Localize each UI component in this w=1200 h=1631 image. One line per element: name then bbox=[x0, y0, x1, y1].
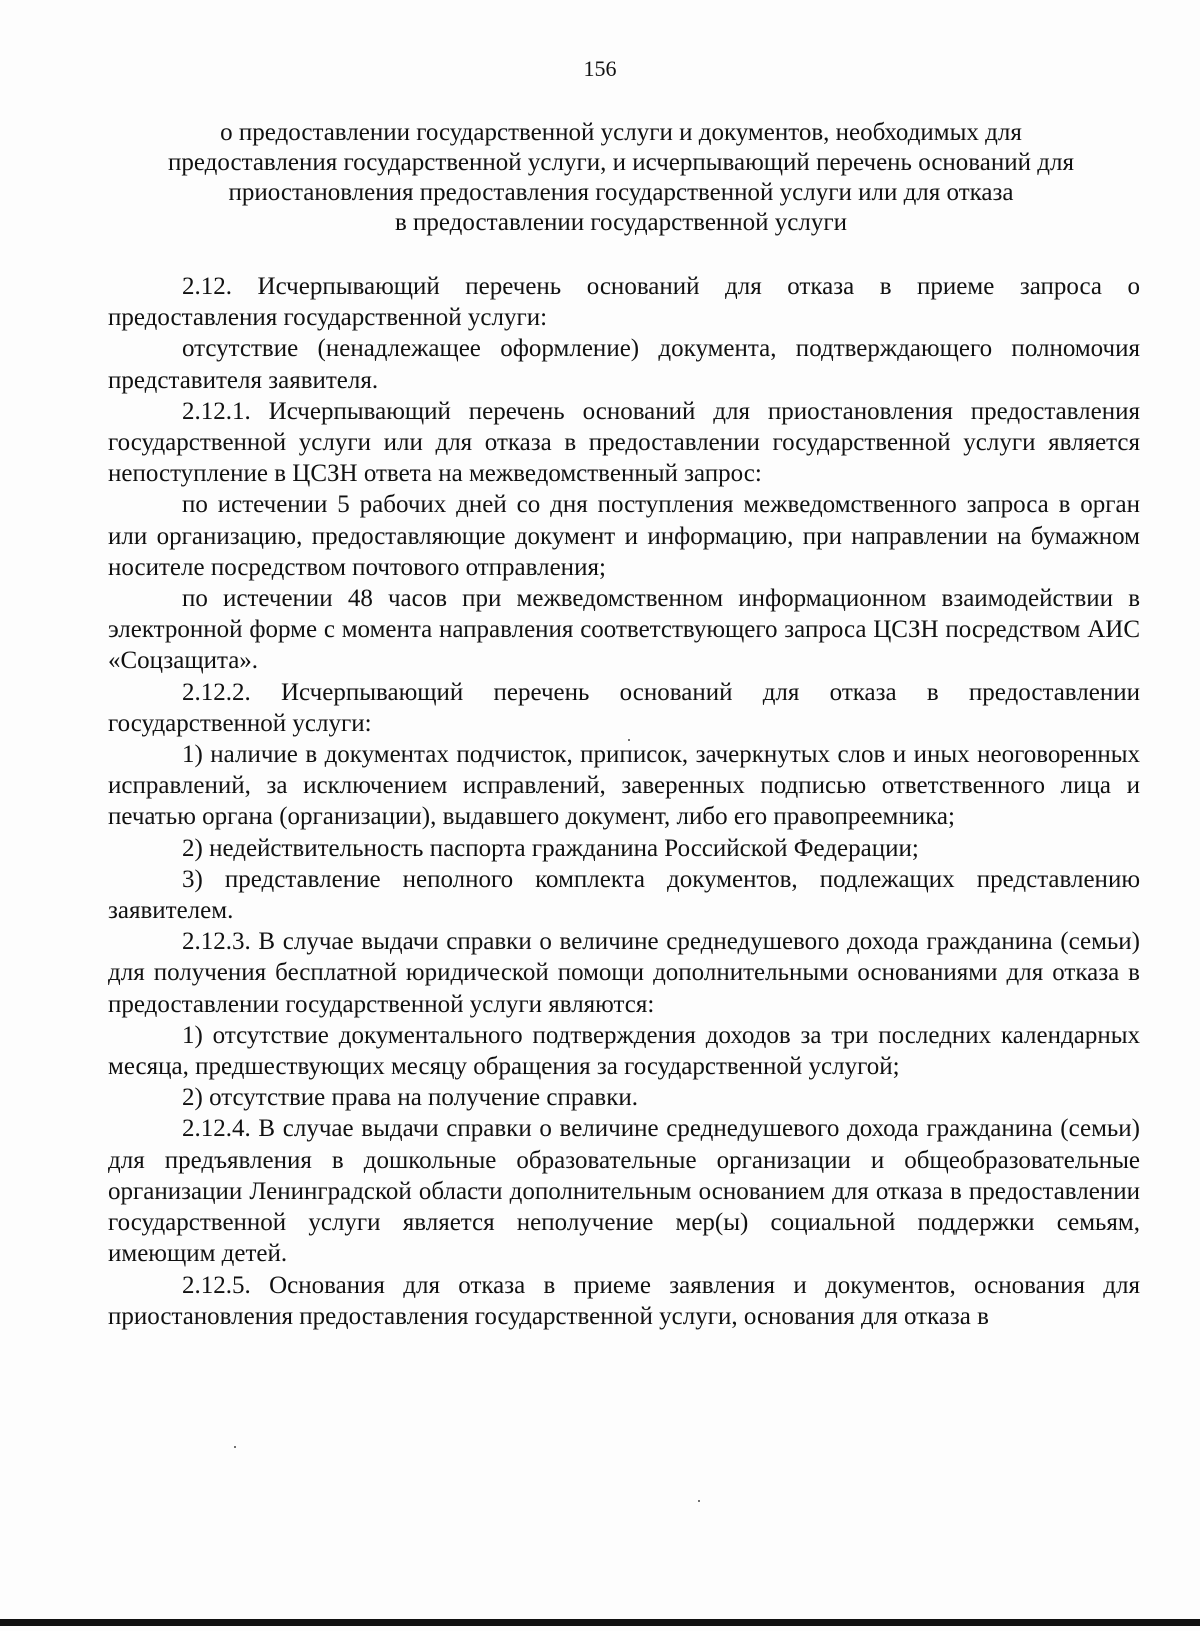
paragraph-item-1-corrections: 1) наличие в документах подчисток, приписок, зачеркнутых слов и иных неоговоренных исправлений, за исключением исправлений, заверенных подписью ответственного лица и печатью органа (организации), выдавшего документ, либо его правопреемника; bbox=[108, 741, 1140, 831]
paragraph-2-12: 2.12. Исчерпывающий перечень оснований для отказа в приеме запроса о предоставления государственной услуги: bbox=[108, 273, 1140, 332]
scan-speck bbox=[698, 1500, 700, 1502]
paragraph-2-12-3: 2.12.3. В случае выдачи справки о величине среднедушевого дохода гражданина (семьи) для получения бесплатной юридической помощи дополнительными основаниями для отказа в предоставлении государственной услуги являются: bbox=[108, 928, 1140, 1018]
paragraph-48-hours: по истечении 48 часов при межведомственном информационном взаимодействии в электронной форме с момента направления соответствующего запроса ЦСЗН посредством АИС «Соцзащита». bbox=[108, 585, 1140, 675]
paragraph-representative-authority: отсутствие (ненадлежащее оформление) документа, подтверждающего полномочия представителя заявителя. bbox=[108, 335, 1140, 394]
paragraph-item-1-income-proof: 1) отсутствие документального подтверждения доходов за три последних календарных месяца, предшествующих месяцу обращения за государственной услугой; bbox=[108, 1021, 1140, 1081]
section-heading bbox=[100, 118, 1142, 238]
scan-speck bbox=[628, 739, 630, 741]
page-number: 156 bbox=[583, 56, 617, 81]
scan-speck bbox=[234, 1446, 236, 1448]
heading-line: в предоставлении государственной услуги bbox=[394, 209, 848, 236]
paragraph-2-12-1: 2.12.1. Исчерпывающий перечень оснований для приостановления предоставления государственной услуги или для отказа в предоставлении государственной услуги является непоступление в ЦСЗН ответа на межведомственный запрос: bbox=[108, 397, 1140, 488]
heading-line: предоставления государственной услуги, и исчерпывающий перечень оснований для bbox=[168, 149, 1074, 176]
paragraph-item-2-passport: 2) недействительность паспорта гражданина Российской Федерации; bbox=[182, 834, 919, 862]
paragraph-item-3-incomplete-set: 3) представление неполного комплекта документов, подлежащих представлению заявителем. bbox=[108, 865, 1140, 925]
body-text bbox=[108, 271, 1140, 1332]
paragraph-2-12-4: 2.12.4. В случае выдачи справки о величине среднедушевого дохода гражданина (семьи) для предъявления в дошкольные образовательные организации и общеобразовательные организации Ленинградской области дополнительным основанием для отказа в предоставлении государственной услуги является неполучение мер(ы) социальной поддержки семьям, имеющим детей. bbox=[108, 1115, 1140, 1268]
paragraph-five-working-days: по истечении 5 рабочих дней со дня поступления межведомственного запроса в орган или организацию, предоставляющие документ и информацию, при направлении на бумажном носителе посредством почтового отправления; bbox=[108, 491, 1140, 581]
heading-line: приостановления предоставления государственной услуги или для отказа bbox=[228, 179, 1014, 206]
heading-line: о предоставлении государственной услуги и документов, необходимых для bbox=[220, 119, 1022, 146]
scan-bottom-edge bbox=[0, 1619, 1200, 1626]
paragraph-item-2-no-right: 2) отсутствие права на получение справки. bbox=[182, 1084, 638, 1112]
paragraph-2-12-5: 2.12.5. Основания для отказа в приеме заявления и документов, основания для приостановления предоставления государственной услуги, основания для отказа в bbox=[108, 1271, 1140, 1330]
paragraph-2-12-2: 2.12.2. Исчерпывающий перечень оснований для отказа в предоставлении государственной услуги: bbox=[108, 678, 1140, 737]
